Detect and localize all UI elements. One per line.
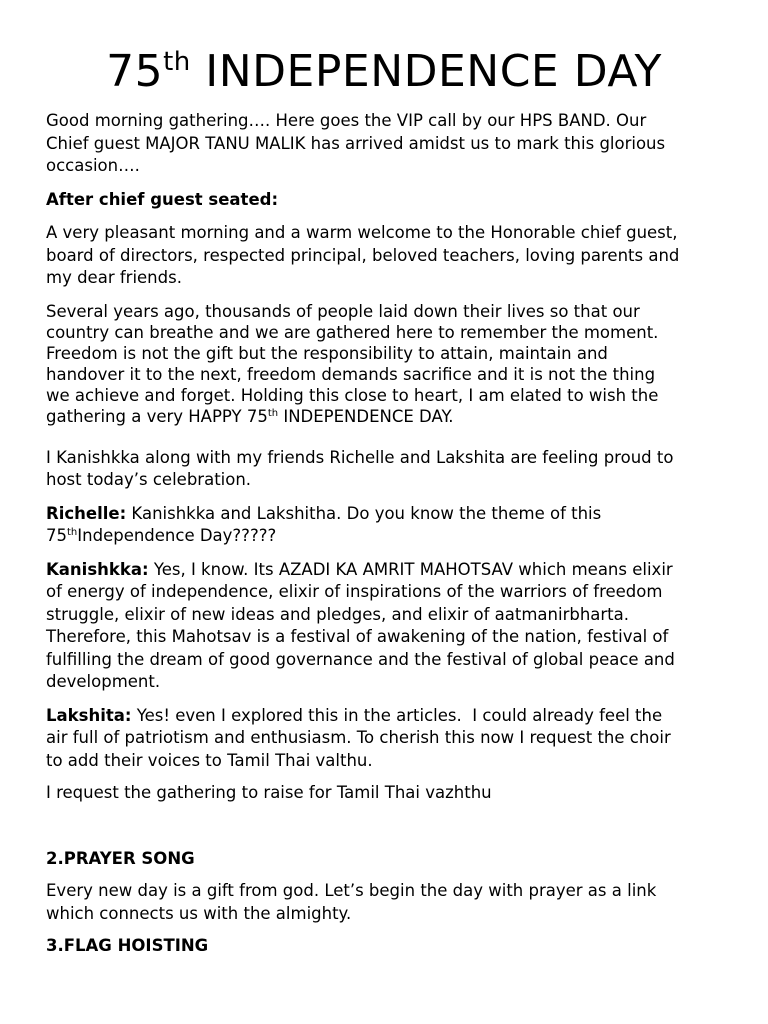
kanishkka-line: struggle, elixir of new ideas and pledges, and elixir of aatmanirbharta. — [46, 604, 630, 624]
after-seated-heading: After chief guest seated: — [46, 189, 279, 209]
kanishkka-line: development. — [46, 672, 161, 691]
lakshita-paragraph — [46, 705, 722, 773]
request-paragraph: I request the gathering to raise for Tamil Thai vazhthu — [46, 783, 492, 802]
freedom-line: Freedom is not the gift but the responsibility to attain, maintain and — [46, 343, 608, 363]
lakshita-line: to add their voices to Tamil Thai valthu. — [46, 750, 373, 770]
prayer-song-heading: 2.PRAYER SONG — [46, 848, 195, 868]
richelle-second-line — [46, 525, 722, 548]
title-text: INDEPENDENCE DAY — [190, 46, 662, 97]
richelle-line2-after: Independence Day????? — [77, 526, 277, 545]
lakshita-first-line — [46, 705, 722, 728]
prayer-paragraph — [46, 880, 722, 925]
lakshita-line1: Yes! even I explored this in the articles. I could already feel the — [131, 705, 663, 725]
intro-line: Chief guest MAJOR TANU MALIK has arrived amidst us to mark this glorious — [46, 133, 666, 153]
flag-hoisting-heading: 3.FLAG HOISTING — [46, 936, 209, 955]
freedom-line: we achieve and forget. Holding this close to heart, I am elated to wish the — [46, 385, 659, 405]
richelle-first-line — [46, 503, 722, 526]
welcome-line: board of directors, respected principal, beloved teachers, loving parents and — [46, 245, 680, 265]
prayer-line: Every new day is a gift from god. Let’s begin the day with prayer as a link — [46, 881, 657, 900]
kanishkka-line: Therefore, this Mahotsav is a festival of awakening of the nation, festival of — [46, 627, 669, 646]
title-number: 75 — [106, 46, 164, 97]
welcome-line: A very pleasant morning and a warm welcome to the Honorable chief guest, — [46, 223, 678, 242]
kanishkka-line: of energy of independence, elixir of inspirations of the warriors of freedom — [46, 582, 663, 601]
richelle-line2-before: 75 — [46, 526, 67, 545]
welcome-paragraph — [46, 222, 722, 290]
richelle-line1: Kanishkka and Lakshitha. Do you know the theme of this — [126, 503, 602, 523]
freedom-last-after: INDEPENDENCE DAY. — [278, 406, 454, 426]
freedom-line: handover it to the next, freedom demands sacrifice and it is not the thing — [46, 364, 656, 384]
freedom-ordinal-suffix: th — [267, 407, 279, 419]
freedom-line: country can breathe and we are gathered here to remember the moment. — [46, 322, 659, 342]
page-title — [46, 0, 722, 98]
freedom-last-before: gathering a very HAPPY 75 — [46, 406, 268, 426]
kanishkka-line1: Yes, I know. Its AZADI KA AMRIT MAHOTSAV which means elixir — [148, 559, 673, 579]
freedom-last-line — [46, 406, 722, 427]
hosts-line: host today’s celebration. — [46, 470, 252, 489]
speaker-kanishkka: Kanishkka: — [46, 559, 149, 579]
intro-line: Good morning gathering…. Here goes the VIP call by our HPS BAND. Our — [46, 111, 647, 130]
richelle-ordinal-suffix: th — [67, 527, 78, 538]
intro-paragraph — [46, 110, 722, 178]
intro-line: occasion…. — [46, 156, 140, 175]
kanishkka-first-line — [46, 559, 722, 582]
prayer-line: which connects us with the almighty. — [46, 903, 352, 923]
kanishkka-paragraph — [46, 559, 722, 694]
speaker-lakshita: Lakshita: — [46, 705, 132, 725]
richelle-paragraph — [46, 503, 722, 548]
hosts-line: I Kanishkka along with my friends Richelle and Lakshita are feeling proud to — [46, 447, 674, 467]
lakshita-line: air full of patriotism and enthusiasm. To cherish this now I request the choir — [46, 728, 671, 747]
kanishkka-line: fulfilling the dream of good governance and the festival of global peace and — [46, 649, 675, 669]
freedom-paragraph — [46, 301, 722, 427]
title-ordinal-suffix: th — [163, 47, 191, 77]
freedom-line: Several years ago, thousands of people laid down their lives so that our — [46, 301, 640, 321]
welcome-line: my dear friends. — [46, 268, 182, 287]
speaker-richelle: Richelle: — [46, 503, 127, 523]
hosts-paragraph — [46, 447, 722, 492]
